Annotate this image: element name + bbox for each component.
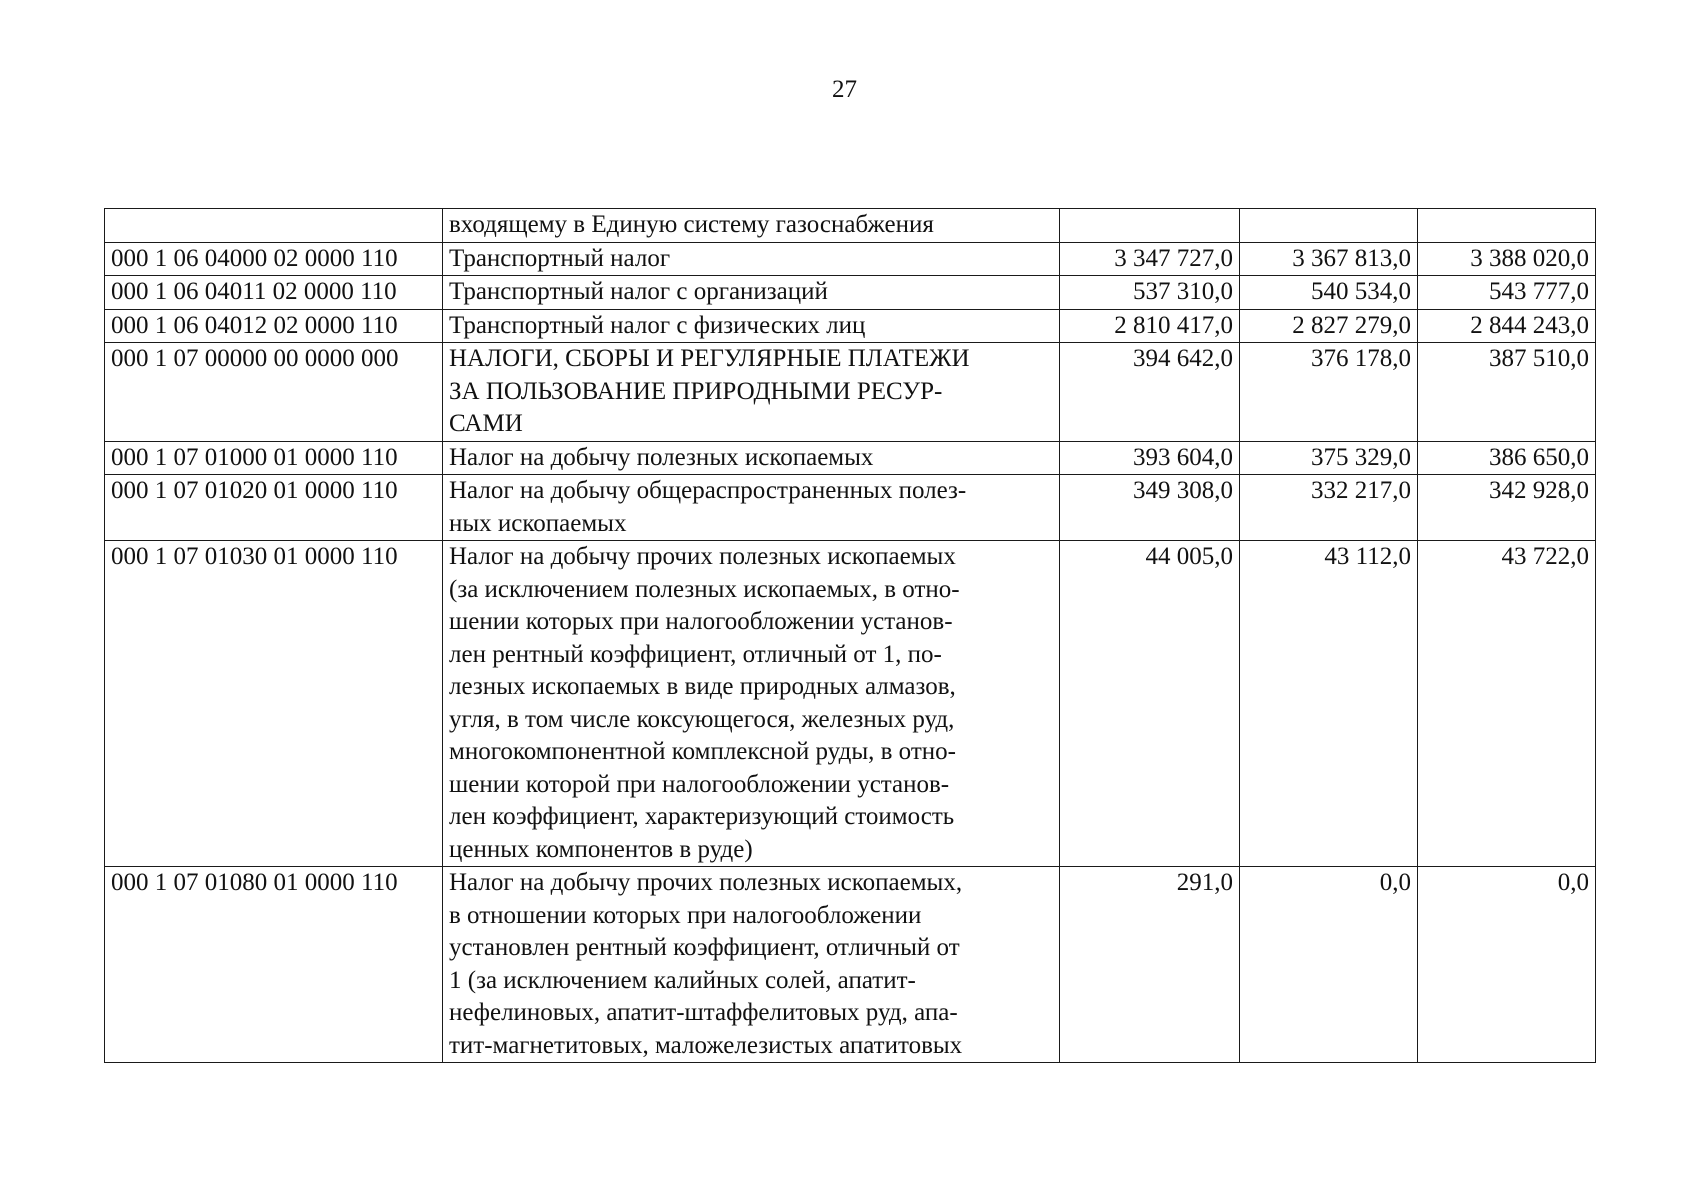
revenue-code-cell: 000 1 07 01080 01 0000 110 — [105, 867, 443, 1063]
amount-cell-col-2: 0,0 — [1240, 867, 1418, 1063]
revenue-code-cell — [105, 209, 443, 243]
revenue-name-cell — [443, 309, 1060, 343]
amount-cell-col-2: 376 178,0 — [1240, 343, 1418, 442]
amount-cell-col-3: 2 844 243,0 — [1418, 309, 1596, 343]
amount-cell-col-2 — [1240, 209, 1418, 243]
amount-cell-col-2: 375 329,0 — [1240, 441, 1418, 475]
revenue-name-cell — [443, 441, 1060, 475]
revenue-name-line: входящему в Единую систему газоснабжения — [449, 211, 934, 238]
table-row — [105, 242, 1596, 276]
table-row — [105, 343, 1596, 442]
amount-cell-col-2: 332 217,0 — [1240, 475, 1418, 541]
revenue-name-cell — [443, 343, 1060, 442]
revenue-name-line: Налог на добычу прочих полезных ископаемых — [449, 543, 956, 570]
revenue-name-line: лен коэффициент, характеризующий стоимость — [449, 803, 955, 830]
table-row — [105, 441, 1596, 475]
revenue-name-line: Транспортный налог с организаций — [449, 278, 828, 305]
amount-cell-col-1: 291,0 — [1060, 867, 1240, 1063]
budget-revenue-table — [104, 208, 1596, 1063]
revenue-code-cell: 000 1 06 04000 02 0000 110 — [105, 242, 443, 276]
revenue-name-line: лезных ископаемых в виде природных алмазов, — [449, 673, 956, 700]
amount-cell-col-1: 394 642,0 — [1060, 343, 1240, 442]
revenue-name-line: Транспортный налог — [449, 244, 671, 272]
amount-cell-col-1: 393 604,0 — [1060, 441, 1240, 475]
revenue-name-line: нефелиновых, апатит-штаффелитовых руд, апа- — [449, 999, 958, 1026]
revenue-name-cell — [443, 475, 1060, 541]
revenue-name-line: НАЛОГИ, СБОРЫ И РЕГУЛЯРНЫЕ ПЛАТЕЖИ — [449, 345, 970, 372]
revenue-name-line: САМИ — [449, 410, 523, 437]
table-row — [105, 541, 1596, 867]
amount-cell-col-2: 2 827 279,0 — [1240, 309, 1418, 343]
amount-cell-col-1: 349 308,0 — [1060, 475, 1240, 541]
revenue-code-cell: 000 1 07 00000 00 0000 000 — [105, 343, 443, 442]
amount-cell-col-1: 2 810 417,0 — [1060, 309, 1240, 343]
revenue-name-line: шении которой при налогообложении установ- — [449, 770, 950, 798]
revenue-name-line: в отношении которых при налогообложении — [449, 901, 922, 929]
revenue-code-cell: 000 1 07 01020 01 0000 110 — [105, 475, 443, 541]
revenue-name-line: ЗА ПОЛЬЗОВАНИЕ ПРИРОДНЫМИ РЕСУР- — [449, 377, 943, 405]
revenue-name-line: Налог на добычу прочих полезных ископаемых, — [449, 869, 963, 896]
revenue-name-line: лен рентный коэффициент, отличный от 1, по- — [449, 640, 942, 668]
table-row — [105, 867, 1596, 1063]
revenue-name-line: угля, в том числе коксующегося, железных руд, — [449, 705, 955, 733]
table-row — [105, 276, 1596, 310]
amount-cell-col-2: 3 367 813,0 — [1240, 242, 1418, 276]
amount-cell-col-1 — [1060, 209, 1240, 243]
amount-cell-col-3: 386 650,0 — [1418, 441, 1596, 475]
table-body — [105, 209, 1596, 1063]
revenue-name-line: многокомпонентной комплексной руды, в отно- — [449, 738, 956, 765]
page-number: 27 — [832, 76, 857, 103]
revenue-name-cell — [443, 209, 1060, 243]
amount-cell-col-3: 0,0 — [1418, 867, 1596, 1063]
revenue-name-line: Налог на добычу общераспространенных полез- — [449, 477, 967, 504]
revenue-code-cell: 000 1 06 04011 02 0000 110 — [105, 276, 443, 310]
amount-cell-col-2: 43 112,0 — [1240, 541, 1418, 867]
revenue-name-line: Налог на добычу полезных ископаемых — [449, 443, 874, 471]
revenue-name-line: тит-магнетитовых, маложелезистых апатитовых — [449, 1031, 963, 1059]
amount-cell-col-3 — [1418, 209, 1596, 243]
revenue-name-cell — [443, 867, 1060, 1063]
revenue-code-cell: 000 1 06 04012 02 0000 110 — [105, 309, 443, 343]
amount-cell-col-1: 44 005,0 — [1060, 541, 1240, 867]
revenue-name-line: шении которых при налогообложении установ- — [449, 608, 953, 635]
revenue-name-cell — [443, 242, 1060, 276]
amount-cell-col-3: 43 722,0 — [1418, 541, 1596, 867]
revenue-name-cell — [443, 541, 1060, 867]
revenue-name-line: установлен рентный коэффициент, отличный от — [449, 934, 960, 961]
amount-cell-col-1: 537 310,0 — [1060, 276, 1240, 310]
amount-cell-col-1: 3 347 727,0 — [1060, 242, 1240, 276]
revenue-code-cell: 000 1 07 01000 01 0000 110 — [105, 441, 443, 475]
revenue-name-line: ценных компонентов в руде) — [449, 835, 753, 863]
table-row — [105, 309, 1596, 343]
amount-cell-col-3: 543 777,0 — [1418, 276, 1596, 310]
revenue-name-cell — [443, 276, 1060, 310]
revenue-name-line: Транспортный налог с физических лиц — [449, 311, 866, 339]
revenue-name-line: (за исключением полезных ископаемых, в отно- — [449, 575, 960, 603]
revenue-code-cell: 000 1 07 01030 01 0000 110 — [105, 541, 443, 867]
amount-cell-col-3: 3 388 020,0 — [1418, 242, 1596, 276]
amount-cell-col-3: 342 928,0 — [1418, 475, 1596, 541]
amount-cell-col-3: 387 510,0 — [1418, 343, 1596, 442]
table-row — [105, 475, 1596, 541]
revenue-name-line: ных ископаемых — [449, 509, 627, 537]
table-row — [105, 209, 1596, 243]
revenue-name-line: 1 (за исключением калийных солей, апатит- — [449, 966, 916, 994]
amount-cell-col-2: 540 534,0 — [1240, 276, 1418, 310]
